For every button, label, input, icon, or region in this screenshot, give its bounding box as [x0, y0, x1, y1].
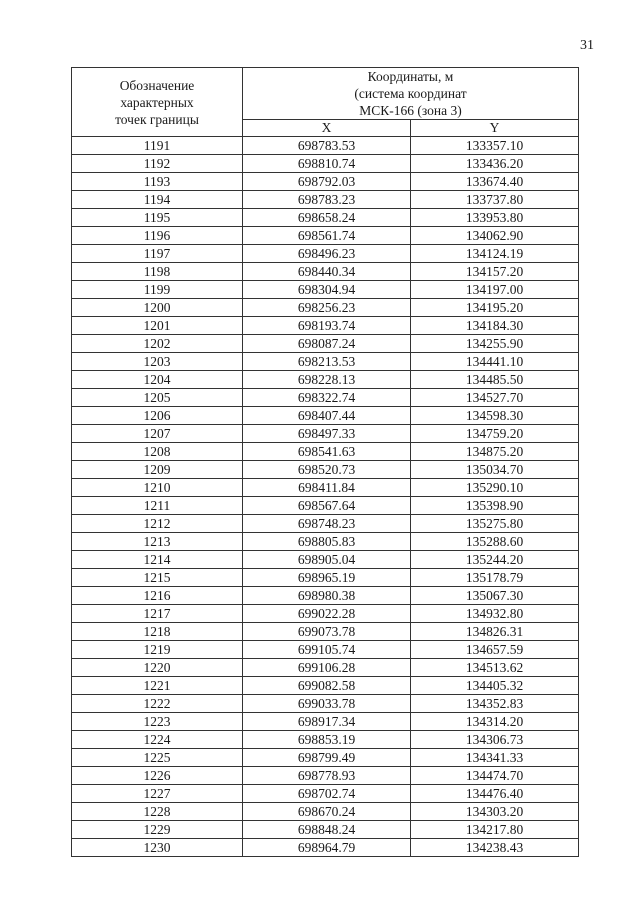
point-number-cell: 1228	[72, 803, 243, 821]
point-number-cell: 1208	[72, 443, 243, 461]
point-number-cell: 1223	[72, 713, 243, 731]
page-number: 31	[580, 38, 594, 53]
x-coordinate-cell: 698087.24	[243, 335, 411, 353]
x-coordinate-cell: 698541.63	[243, 443, 411, 461]
y-coordinate-cell: 133436.20	[411, 155, 579, 173]
x-coordinate-cell: 698561.74	[243, 227, 411, 245]
point-number-cell: 1197	[72, 245, 243, 263]
point-number-cell: 1200	[72, 299, 243, 317]
y-coordinate-cell: 134598.30	[411, 407, 579, 425]
y-coordinate-cell: 135244.20	[411, 551, 579, 569]
table-row	[72, 317, 579, 335]
y-coordinate-cell: 133737.80	[411, 191, 579, 209]
x-coordinate-cell: 698407.44	[243, 407, 411, 425]
point-number-cell: 1219	[72, 641, 243, 659]
point-number-cell: 1217	[72, 605, 243, 623]
point-number-cell: 1222	[72, 695, 243, 713]
point-number-cell: 1220	[72, 659, 243, 677]
table-row	[72, 749, 579, 767]
y-coordinate-cell: 134062.90	[411, 227, 579, 245]
table-row	[72, 677, 579, 695]
table-row	[72, 155, 579, 173]
point-number-cell: 1218	[72, 623, 243, 641]
table-row	[72, 533, 579, 551]
table-body	[72, 137, 579, 857]
y-coordinate-cell: 134197.00	[411, 281, 579, 299]
x-coordinate-cell: 698658.24	[243, 209, 411, 227]
x-coordinate-cell: 698805.83	[243, 533, 411, 551]
point-number-cell: 1203	[72, 353, 243, 371]
y-coordinate-cell: 134485.50	[411, 371, 579, 389]
table-row	[72, 371, 579, 389]
y-coordinate-cell: 134184.30	[411, 317, 579, 335]
point-number-cell: 1194	[72, 191, 243, 209]
x-coordinate-cell: 698748.23	[243, 515, 411, 533]
y-coordinate-cell: 134826.31	[411, 623, 579, 641]
x-coordinate-cell: 698213.53	[243, 353, 411, 371]
point-designation-header: Обозначение характерных точек границы	[72, 68, 243, 137]
point-number-cell: 1195	[72, 209, 243, 227]
x-coordinate-cell: 698304.94	[243, 281, 411, 299]
coordinates-table	[71, 67, 579, 857]
table-row	[72, 335, 579, 353]
point-number-cell: 1213	[72, 533, 243, 551]
point-number-cell: 1199	[72, 281, 243, 299]
x-coordinate-cell: 698792.03	[243, 173, 411, 191]
point-number-cell: 1191	[72, 137, 243, 155]
table-row	[72, 659, 579, 677]
y-coordinate-cell: 135290.10	[411, 479, 579, 497]
table-row	[72, 443, 579, 461]
y-coordinate-cell: 134513.62	[411, 659, 579, 677]
table-row	[72, 551, 579, 569]
y-coordinate-cell: 135034.70	[411, 461, 579, 479]
point-number-cell: 1224	[72, 731, 243, 749]
point-number-cell: 1212	[72, 515, 243, 533]
x-coordinate-cell: 698783.23	[243, 191, 411, 209]
x-coordinate-cell: 698497.33	[243, 425, 411, 443]
y-coordinate-cell: 134195.20	[411, 299, 579, 317]
y-coordinate-cell: 135398.90	[411, 497, 579, 515]
point-number-cell: 1214	[72, 551, 243, 569]
x-coordinate-cell: 698810.74	[243, 155, 411, 173]
x-column-header: X	[243, 120, 411, 137]
y-coordinate-cell: 135178.79	[411, 569, 579, 587]
x-coordinate-cell: 698778.93	[243, 767, 411, 785]
y-coordinate-cell: 134657.59	[411, 641, 579, 659]
point-number-cell: 1229	[72, 821, 243, 839]
point-number-cell: 1196	[72, 227, 243, 245]
table-row	[72, 425, 579, 443]
x-coordinate-cell: 698702.74	[243, 785, 411, 803]
table-row	[72, 623, 579, 641]
y-coordinate-cell: 135067.30	[411, 587, 579, 605]
table-row	[72, 173, 579, 191]
point-number-cell: 1230	[72, 839, 243, 857]
x-coordinate-cell: 698193.74	[243, 317, 411, 335]
point-number-cell: 1210	[72, 479, 243, 497]
y-coordinate-cell: 134238.43	[411, 839, 579, 857]
y-coordinate-cell: 134217.80	[411, 821, 579, 839]
table-row	[72, 209, 579, 227]
table-row	[72, 353, 579, 371]
x-coordinate-cell: 699033.78	[243, 695, 411, 713]
x-coordinate-cell: 699105.74	[243, 641, 411, 659]
x-coordinate-cell: 698799.49	[243, 749, 411, 767]
y-coordinate-cell: 135275.80	[411, 515, 579, 533]
table-row	[72, 839, 579, 857]
x-coordinate-cell: 698411.84	[243, 479, 411, 497]
y-coordinate-cell: 133674.40	[411, 173, 579, 191]
point-number-cell: 1211	[72, 497, 243, 515]
table-row	[72, 605, 579, 623]
y-coordinate-cell: 134303.20	[411, 803, 579, 821]
point-number-cell: 1215	[72, 569, 243, 587]
x-coordinate-cell: 698853.19	[243, 731, 411, 749]
x-coordinate-cell: 698783.53	[243, 137, 411, 155]
x-coordinate-cell: 698567.64	[243, 497, 411, 515]
table-row	[72, 263, 579, 281]
table-row	[72, 407, 579, 425]
table-row	[72, 587, 579, 605]
point-number-cell: 1205	[72, 389, 243, 407]
point-number-cell: 1209	[72, 461, 243, 479]
point-number-cell: 1216	[72, 587, 243, 605]
y-coordinate-cell: 134405.32	[411, 677, 579, 695]
x-coordinate-cell: 698964.79	[243, 839, 411, 857]
table-row	[72, 227, 579, 245]
y-column-header: Y	[411, 120, 579, 137]
x-coordinate-cell: 698256.23	[243, 299, 411, 317]
point-number-cell: 1227	[72, 785, 243, 803]
y-coordinate-cell: 133953.80	[411, 209, 579, 227]
x-coordinate-cell: 698980.38	[243, 587, 411, 605]
point-number-cell: 1225	[72, 749, 243, 767]
table-row	[72, 299, 579, 317]
y-coordinate-cell: 134306.73	[411, 731, 579, 749]
y-coordinate-cell: 133357.10	[411, 137, 579, 155]
x-coordinate-cell: 698905.04	[243, 551, 411, 569]
table-row	[72, 641, 579, 659]
x-coordinate-cell: 698670.24	[243, 803, 411, 821]
x-coordinate-cell: 698848.24	[243, 821, 411, 839]
point-number-cell: 1226	[72, 767, 243, 785]
point-number-cell: 1204	[72, 371, 243, 389]
table-row	[72, 569, 579, 587]
point-number-cell: 1201	[72, 317, 243, 335]
x-coordinate-cell: 698917.34	[243, 713, 411, 731]
y-coordinate-cell: 134314.20	[411, 713, 579, 731]
table-row	[72, 803, 579, 821]
x-coordinate-cell: 698520.73	[243, 461, 411, 479]
point-number-cell: 1198	[72, 263, 243, 281]
table-row	[72, 497, 579, 515]
y-coordinate-cell: 134341.33	[411, 749, 579, 767]
table-row	[72, 821, 579, 839]
x-coordinate-cell: 699022.28	[243, 605, 411, 623]
y-coordinate-cell: 134124.19	[411, 245, 579, 263]
table-row	[72, 191, 579, 209]
table-row	[72, 515, 579, 533]
y-coordinate-cell: 134441.10	[411, 353, 579, 371]
x-coordinate-cell: 698965.19	[243, 569, 411, 587]
y-coordinate-cell: 134527.70	[411, 389, 579, 407]
y-coordinate-cell: 134352.83	[411, 695, 579, 713]
y-coordinate-cell: 134474.70	[411, 767, 579, 785]
x-coordinate-cell: 699073.78	[243, 623, 411, 641]
point-number-cell: 1207	[72, 425, 243, 443]
x-coordinate-cell: 698322.74	[243, 389, 411, 407]
table-row	[72, 137, 579, 155]
table-row	[72, 731, 579, 749]
y-coordinate-cell: 134875.20	[411, 443, 579, 461]
x-coordinate-cell: 698496.23	[243, 245, 411, 263]
y-coordinate-cell: 135288.60	[411, 533, 579, 551]
point-number-cell: 1192	[72, 155, 243, 173]
table-row	[72, 461, 579, 479]
table-row	[72, 479, 579, 497]
y-coordinate-cell: 134157.20	[411, 263, 579, 281]
x-coordinate-cell: 698440.34	[243, 263, 411, 281]
point-number-cell: 1193	[72, 173, 243, 191]
x-coordinate-cell: 699082.58	[243, 677, 411, 695]
coordinates-header: Координаты, м (система координат МСК-166 (зона 3)	[243, 68, 579, 120]
y-coordinate-cell: 134759.20	[411, 425, 579, 443]
point-number-cell: 1221	[72, 677, 243, 695]
table-row	[72, 389, 579, 407]
table-row	[72, 767, 579, 785]
table-row	[72, 281, 579, 299]
y-coordinate-cell: 134255.90	[411, 335, 579, 353]
y-coordinate-cell: 134932.80	[411, 605, 579, 623]
point-number-cell: 1206	[72, 407, 243, 425]
y-coordinate-cell: 134476.40	[411, 785, 579, 803]
x-coordinate-cell: 698228.13	[243, 371, 411, 389]
x-coordinate-cell: 699106.28	[243, 659, 411, 677]
table-row	[72, 785, 579, 803]
table-row	[72, 713, 579, 731]
table-row	[72, 695, 579, 713]
table-row	[72, 245, 579, 263]
point-number-cell: 1202	[72, 335, 243, 353]
